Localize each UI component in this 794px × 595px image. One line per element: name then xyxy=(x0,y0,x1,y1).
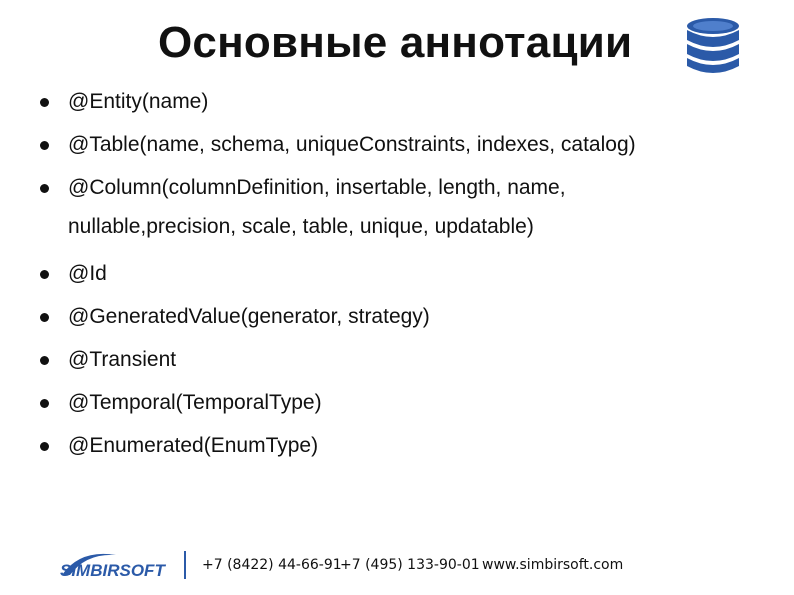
svg-text:SIMBIRSOFT: SIMBIRSOFT xyxy=(60,561,165,580)
bullet-dot xyxy=(40,98,49,107)
phone-2: +7 (495) 133-90-01 xyxy=(340,557,480,573)
website-link[interactable]: www.simbirsoft.com xyxy=(482,557,624,573)
list-item xyxy=(36,170,776,213)
list-item-text: @Entity(name) xyxy=(68,90,209,113)
bullet-dot xyxy=(40,399,49,408)
list-item xyxy=(36,127,776,170)
list-item xyxy=(36,342,776,385)
bullet-dot xyxy=(40,442,49,451)
list-item-text: nullable,precision, scale, table, unique, updatable) xyxy=(68,215,534,238)
footer xyxy=(0,545,794,585)
list-item xyxy=(36,256,776,299)
slide-header xyxy=(0,14,794,78)
phone-1: +7 (8422) 44-66-91 xyxy=(202,557,342,573)
list-item xyxy=(36,84,776,127)
list-item-text: @Transient xyxy=(68,348,177,371)
bullet-dot xyxy=(40,356,49,365)
list-item xyxy=(36,428,776,471)
bullet-dot xyxy=(40,141,49,150)
list-item-text: @Temporal(TemporalType) xyxy=(68,391,322,414)
bullet-dot xyxy=(40,270,49,279)
list-item-text: @Column(columnDefinition, insertable, length, name, xyxy=(68,176,566,199)
annotation-list xyxy=(36,84,776,471)
slide-title: Основные аннотации xyxy=(158,18,633,67)
list-item-continuation xyxy=(36,213,776,256)
simbirsoft-logo xyxy=(56,547,174,581)
bullet-dot xyxy=(40,313,49,322)
footer-divider xyxy=(184,551,186,579)
list-item xyxy=(36,385,776,428)
list-item-text: @Id xyxy=(68,262,107,285)
list-item-text: @Table(name, schema, uniqueConstraints, indexes, catalog) xyxy=(68,133,636,156)
list-item xyxy=(36,299,776,342)
list-item-text: @Enumerated(EnumType) xyxy=(68,434,319,457)
bullet-dot xyxy=(40,184,49,193)
list-item-text: @GeneratedValue(generator, strategy) xyxy=(68,305,430,328)
database-icon xyxy=(684,16,742,76)
